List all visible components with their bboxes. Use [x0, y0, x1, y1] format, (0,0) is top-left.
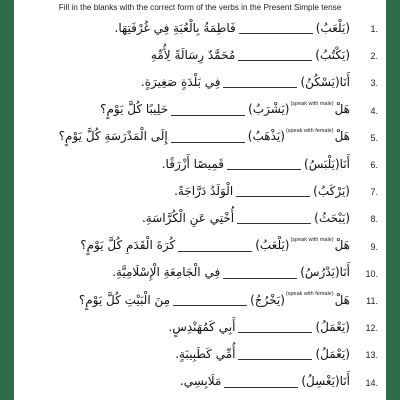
- exercise-sentence: [112, 265, 350, 280]
- answer-blank[interactable]: [239, 21, 313, 34]
- answer-blank[interactable]: [224, 375, 298, 388]
- exercise-row: [14, 208, 386, 230]
- sentence-rest: أَبِي كَمُهَنْدِسٍ.: [168, 319, 236, 334]
- exercise-row: [14, 344, 386, 366]
- exercise-number: 7.: [370, 187, 378, 198]
- sentence-subject: هَلْ: [334, 102, 350, 117]
- answer-blank[interactable]: [237, 211, 311, 224]
- sentence-rest: فَاطِمَةُ بِالْعُبَةِ فِي غُرْفَتِهَا.: [114, 20, 236, 35]
- exercise-number: 3.: [370, 78, 378, 89]
- sentence-rest: فِي بَلْدَةٍ صَغِيرَةٍ.: [140, 74, 221, 89]
- exercise-number: 8.: [370, 214, 378, 225]
- sentence-rest: مَلَابِسِي.: [179, 374, 222, 389]
- exercise-number: 4.: [370, 105, 378, 116]
- sentence-subject: أَنَا: [339, 156, 350, 171]
- answer-blank[interactable]: [238, 320, 312, 333]
- verb-hint: (يَلْبَسُ): [304, 156, 340, 171]
- exercise-number: 2.: [370, 51, 378, 62]
- sentence-rest: أُمِّي كَطَبِيبَةٍ.: [175, 346, 236, 361]
- exercise-number: 11.: [366, 296, 378, 306]
- sentence-rest: إِلَى الْمَدْرَسَةِ كُلَّ يَوْمٍ؟: [58, 129, 168, 144]
- exercise-row: [14, 181, 386, 203]
- answer-blank[interactable]: [223, 75, 297, 88]
- exercise-number: 6.: [370, 160, 378, 170]
- sentence-rest: مِنَ الْبَيْتِ كُلَّ يَوْمٍ؟: [78, 292, 171, 307]
- instruction-text: Fill in the blanks with the correct form of the verbs in the Present Simple tense: [58, 3, 342, 12]
- exercise-sentence: [115, 20, 351, 35]
- verb-hint: (يَذْهَبُ): [247, 129, 285, 144]
- verb-hint: (يَسْكُنُ): [300, 74, 340, 89]
- speaker-note: (speak with female): [285, 128, 334, 135]
- exercise-number: 5.: [370, 132, 378, 143]
- exercise-number: 1.: [370, 24, 378, 34]
- sentence-rest: مُحَمَّدٌ رِسَالَةً لِأُمِّهِ: [150, 47, 236, 62]
- exercise-sentence: [180, 374, 350, 389]
- exercise-number: 13.: [365, 350, 378, 361]
- exercise-number: 10.: [365, 268, 378, 279]
- answer-blank[interactable]: [227, 157, 301, 170]
- sentence-subject: هَلْ: [334, 129, 350, 144]
- sentence-rest: الْوَلَدُ دَرَّاجَةً.: [174, 183, 234, 198]
- worksheet-page: [14, 0, 386, 400]
- exercise-number: 9.: [370, 241, 378, 252]
- answer-blank[interactable]: [238, 347, 312, 360]
- sentence-subject: أَنَا: [339, 374, 350, 389]
- exercise-sentence: [80, 238, 350, 253]
- exercise-number: 12.: [365, 323, 378, 334]
- exercise-sentence: [174, 183, 350, 198]
- verb-hint: (يَرْكَبُ): [313, 183, 350, 198]
- sentence-subject: هَلْ: [334, 292, 350, 307]
- verb-hint: (يَدْرُسُ): [300, 265, 340, 280]
- answer-blank[interactable]: [223, 266, 297, 279]
- sentence-rest: حَلِيبًا كُلَّ يَوْمٍ؟: [100, 102, 169, 117]
- exercise-row: [14, 72, 386, 94]
- answer-blank[interactable]: [171, 130, 245, 143]
- sentence-subject: أَنَا: [339, 265, 350, 280]
- sentence-subject: أَنَا: [339, 74, 350, 89]
- sentence-rest: أُخْتِي عَنِ الْكُرَّاسَةِ.: [141, 210, 235, 225]
- answer-blank[interactable]: [236, 184, 310, 197]
- exercise-sentence: [151, 47, 350, 62]
- exercise-row: [14, 18, 386, 40]
- exercise-sentence: [162, 156, 350, 171]
- exercise-row: [14, 127, 386, 149]
- exercise-row: [14, 100, 386, 122]
- speaker-note: (speak with male): [290, 236, 334, 243]
- speaker-note: (speak with male): [290, 100, 334, 107]
- verb-hint: (يَعْمَلُ): [315, 319, 350, 334]
- exercise-row: [14, 317, 386, 339]
- sentence-rest: قَمِيصًا أَزْرَقًا.: [161, 156, 225, 171]
- verb-hint: (يَبْحَثُ): [314, 210, 350, 225]
- exercise-number: 14.: [365, 377, 378, 388]
- sentence-subject: هَلْ: [334, 238, 350, 253]
- verb-hint: (يَخْرُجُ): [250, 292, 285, 307]
- exercise-row: [14, 263, 386, 285]
- sentence-rest: كُرَةَ الْقَدَمِ كُلَّ يَوْمٍ؟: [80, 238, 176, 253]
- exercise-sentence: [59, 129, 350, 144]
- verb-hint: (يَشْرَبُ): [248, 102, 290, 117]
- exercise-row: [14, 154, 386, 176]
- answer-blank[interactable]: [238, 48, 312, 61]
- verb-hint: (يَلْعَبُ): [255, 238, 290, 253]
- exercise-sentence: [100, 102, 350, 117]
- answer-blank[interactable]: [171, 103, 245, 116]
- speaker-note: (speak with female): [285, 291, 334, 298]
- verb-hint: (يَكْتُبُ): [315, 47, 350, 62]
- sentence-rest: فِي الْجَامِعَةِ الْإِسْلَامِيَّةِ.: [112, 265, 221, 280]
- exercise-sentence: [79, 292, 350, 307]
- exercise-sentence: [168, 319, 350, 334]
- exercise-sentence: [175, 346, 350, 361]
- verb-hint: (يَغْسِلُ): [301, 374, 340, 389]
- exercise-row: [14, 236, 386, 258]
- verb-hint: (يَلْعَبُ): [315, 20, 350, 35]
- answer-blank[interactable]: [178, 239, 252, 252]
- exercise-row: [14, 372, 386, 394]
- exercise-sentence: [142, 210, 350, 225]
- exercise-row: [14, 290, 386, 312]
- verb-hint: (يَعْمَلُ): [315, 346, 350, 361]
- answer-blank[interactable]: [173, 293, 247, 306]
- exercise-sentence: [141, 74, 350, 89]
- exercise-row: [14, 45, 386, 67]
